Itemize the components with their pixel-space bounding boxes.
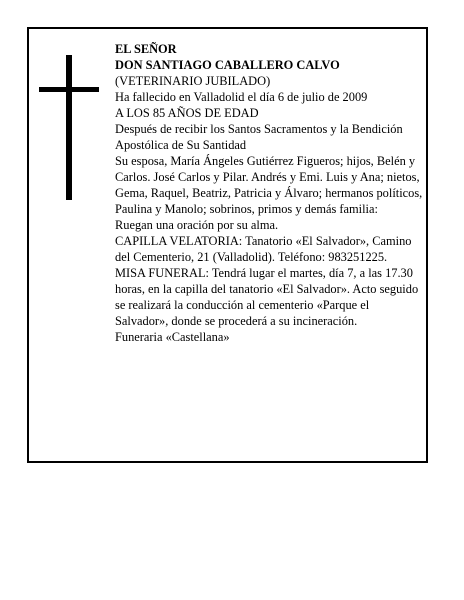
age-at-death: A LOS 85 AÑOS DE EDAD [115, 106, 259, 120]
obituary-title: EL SEÑOR [115, 42, 177, 56]
funeral-info: MISA FUNERAL: Tendrá lugar el martes, día 7, a las 17.30 horas, en la capilla del tanatorio «El Salvador». Acto seguido se realizará la conducción al cementerio «Parque el Salvador», donde se procederá a su incineración. [115, 266, 419, 328]
obituary-text [115, 41, 423, 345]
chapel-info: CAPILLA VELATORIA: Tanatorio «El Salvador», Camino del Cementerio, 21 (Valladolid). Teléfono: 983251225. [115, 234, 412, 264]
cross-icon [39, 55, 99, 200]
family-list: Su esposa, María Ángeles Gutiérrez Figueros; hijos, Belén y Carlos. José Carlos y Pilar. Andrés y Emi. Luis y Ana; nietos, Gema, Raquel, Beatriz, Patricia y Álvaro; hermanos políticos, Paulina y Manolo; sobrinos, primos y demás familia: [115, 154, 423, 216]
prayer-request: Ruegan una oración por su alma. [115, 218, 279, 232]
cross-horizontal-bar [39, 87, 99, 92]
cross-vertical-bar [66, 55, 72, 200]
deceased-name: DON SANTIAGO CABALLERO CALVO [115, 58, 340, 72]
deceased-profession: (VETERINARIO JUBILADO) [115, 74, 271, 88]
death-statement: Ha fallecido en Valladolid el día 6 de julio de 2009 [115, 90, 368, 104]
funeral-home: Funeraria «Castellana» [115, 330, 230, 344]
obituary-notice [27, 27, 428, 463]
sacraments-statement: Después de recibir los Santos Sacramentos y la Bendición Apostólica de Su Santidad [115, 122, 403, 152]
